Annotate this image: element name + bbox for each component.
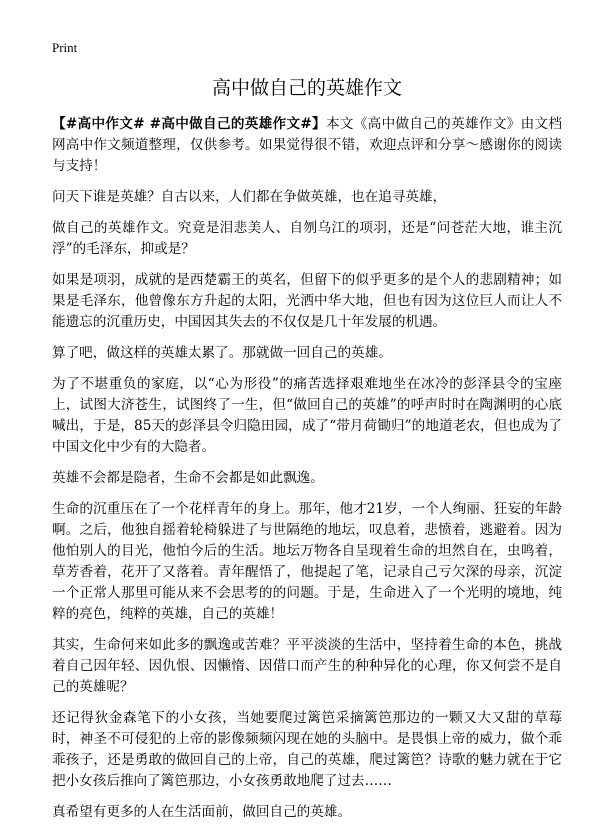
body-paragraph: 如果是项羽，成就的是西楚霸王的英名，但留下的似乎更多的是个人的悲剧精神；如果是毛泽东，他曾像东方升起的太阳，光洒中华大地，但也有因为这位巨人而让人不能遗忘的沉重历史，中国因其失去的不仅仅是几十年发展的机遇。: [52, 272, 562, 330]
intro-tags: 【#高中作文# #高中做自己的英雄作文#】: [52, 116, 326, 132]
body-paragraph: 做自己的英雄作文。究竟是泪悲美人、自刎乌江的项羽，还是“问苍茫大地，谁主沉浮”的毛泽东，抑或是？: [52, 220, 562, 257]
body-paragraph: 英雄不会都是隐者，生命不会都是如此飘逸。: [52, 470, 324, 486]
body-paragraph: 问天下谁是英雄？自古以来，人们都在争做英雄，也在追寻英雄，: [52, 189, 447, 205]
body-paragraph: 还记得狄金森笔下的小女孩，当她要爬过篱笆采摘篱笆那边的一颗又大又甜的草莓时，神圣不可侵犯的上帝的影像频频闪现在她的头脑中。是畏惧上帝的威力，做个乖乖孩子，还是勇敢的做回自己的上帝，自己的英雄，爬过篱笆？诗歌的魅力就在于它把小女孩后推向了篱笆那边，小女孩勇敢地爬了过去……: [52, 710, 562, 789]
body-paragraph: 其实，生命何来如此多的飘逸或苦难？平平淡淡的生活中，坚持着生命的本色，挑战着自己因年轻、因仇恨、因懒惰、因借口而产生的种种异化的心理，你又何尝不是自己的英雄呢？: [52, 637, 562, 695]
intro-paragraph: [52, 114, 562, 177]
article-title: 高中做自己的英雄作文: [211, 77, 402, 99]
body-paragraph: 真希望有更多的人在生活面前，做回自己的英雄。: [52, 804, 352, 820]
body-paragraph: 生命的沉重压在了一个花样青年的身上。那年，他才21岁，一个人绚丽、狂妄的年龄啊。之后，他独自摇着轮椅躲进了与世隔绝的地坛，叹息着，悲愤着，逃避着。因为他怕别人的目光，他怕今后的生活。地坛万物各自呈现着生命的坦然自在，虫鸣着，草芳香着，花开了又落着。青年醒悟了，他提起了笔，记录自己亏欠深的母亲，沉淀一个正常人那里可能从来不会思考的的问题。于是，生命进入了一个光明的境地，纯粹的亮色，纯粹的英雄，自己的英雄！: [52, 501, 562, 622]
body-paragraph: 算了吧，做这样的英雄太累了。那就做一回自己的英雄。: [52, 345, 392, 361]
document-page: [52, 40, 562, 823]
intro-text: 本文《高中做自己的英雄作文》由文档网高中作文频道整理，仅供参考。如果觉得很不错，欢迎点评和分享～感谢你的阅读与支持！: [52, 116, 562, 174]
print-label: Print: [52, 40, 78, 55]
body-paragraph: 为了不堪重负的家庭，以“心为形役”的痛苦选择艰难地坐在冰冷的彭泽县令的宝座上，试图大济苍生，试图终了一生，但“做回自己的英雄”的呼声时时在陶渊明的心底喊出，于是，85天的彭泽县令归隐田园，成了“带月荷锄归”的地道老农，但也成为了中国文化中少有的大隐者。: [52, 376, 562, 455]
